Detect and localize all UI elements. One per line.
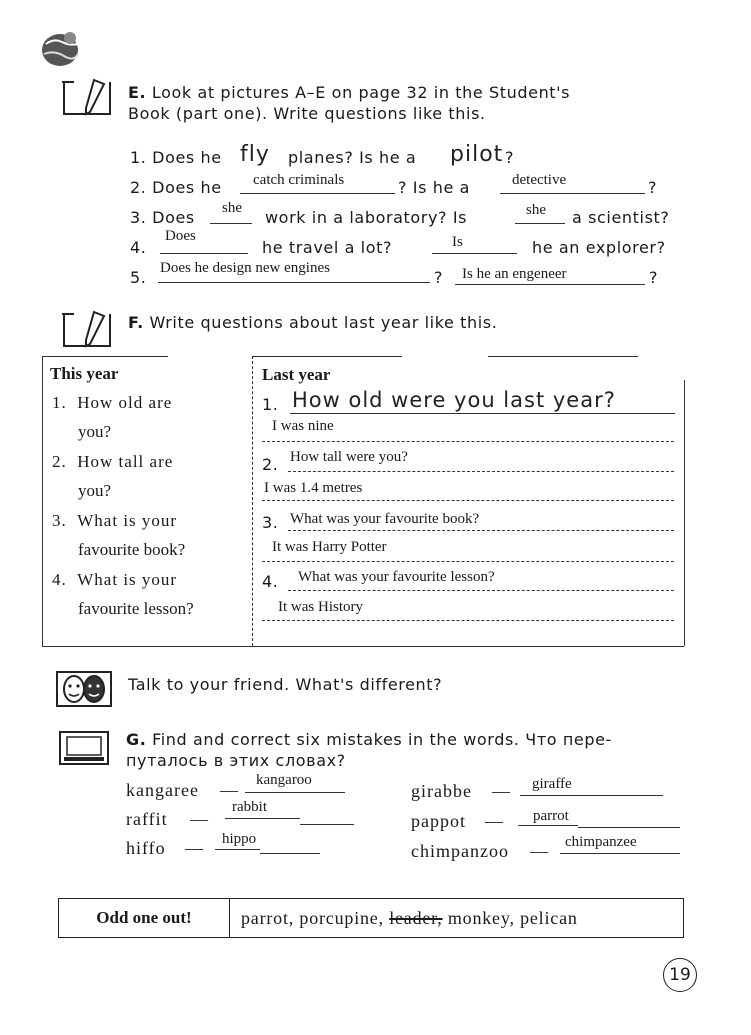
row-text: How tall are (77, 452, 174, 471)
row-text: How old are (77, 393, 173, 412)
e-item-2-mid: ? Is he a (398, 178, 470, 197)
e-item-5-answer-1: Does he design new engines (160, 260, 330, 276)
last-year-2-num: 2. (262, 455, 279, 474)
row-num: 2. (52, 452, 67, 471)
this-year-4 (52, 570, 177, 590)
e-item-5-num: 5. (130, 268, 147, 287)
e-item-4-mid: he travel a lot? (262, 238, 393, 257)
g-dash: — (185, 838, 203, 858)
last-year-3-answer: It was Harry Potter (272, 539, 387, 555)
g-right-6: chimpanzee (565, 834, 637, 850)
odd-one-out-title: Odd one out! (59, 899, 230, 937)
exercise-g-text-1: Find and correct six mistakes in the words. Что пере- (152, 730, 612, 749)
page-number: 19 (663, 958, 697, 992)
g-wrong-1: kangaree (126, 780, 199, 800)
row-num: 1. (52, 393, 67, 412)
e-item-1-end: ? (505, 148, 515, 167)
this-year-3 (52, 511, 177, 531)
col-last-year: Last year (262, 365, 331, 384)
odd-word-1: parrot, (241, 908, 295, 928)
e-item-2-answer-2: detective (512, 172, 567, 188)
last-year-4-num: 4. (262, 572, 279, 591)
g-dash: — (485, 811, 503, 831)
e-item-1-mid: planes? Is he a (288, 148, 417, 167)
this-year-2 (52, 452, 173, 472)
g-wrong-2: raffit (126, 809, 168, 829)
last-year-4-question: What was your favourite lesson? (298, 569, 495, 585)
odd-word-4: monkey, (447, 908, 515, 928)
g-wrong-4: girabbe (411, 781, 472, 801)
e-item-num: 2. (130, 178, 147, 197)
e-item-4-answer-2: Is (452, 234, 463, 250)
e-item-4-num: 4. (130, 238, 147, 257)
odd-word-crossed: leader, (389, 908, 443, 928)
laptop-icon (58, 730, 110, 770)
e-item-5-mid: ? (434, 268, 444, 287)
g-right-3: hippo (222, 831, 257, 847)
last-year-4-answer: It was History (278, 599, 363, 615)
exercise-e-letter: E. (128, 83, 147, 102)
exercise-f-letter: F. (128, 313, 144, 332)
exercise-g-letter: G. (126, 730, 147, 749)
g-dash: — (190, 809, 208, 829)
faces-icon (56, 671, 112, 711)
last-year-3-question: What was your favourite book? (290, 511, 480, 527)
talk-text: Talk to your friend. What's different? (128, 675, 443, 694)
exercise-e-instruction-2: Book (part one). Write questions like this. (128, 104, 486, 123)
exercise-g-instruction-1 (126, 730, 612, 749)
e-item-text: Does he (152, 178, 222, 197)
e-item-text: Does (152, 208, 195, 227)
this-year-4-l2: favourite lesson? (78, 599, 194, 618)
last-year-1-question: How old were you last year? (292, 388, 616, 412)
e-item-text: Does he (152, 148, 222, 167)
g-right-2: rabbit (232, 799, 267, 815)
g-right-1: kangaroo (256, 772, 312, 788)
g-right-5: parrot (533, 808, 569, 824)
pencil-notebook-icon (60, 78, 116, 122)
col-this-year: This year (50, 364, 119, 383)
e-item-3-answer-2: she (526, 202, 546, 218)
last-year-2-question: How tall were you? (290, 449, 408, 465)
exercise-e-text-1: Look at pictures A–E on page 32 in the Student's (151, 83, 571, 102)
odd-word-5: pelican (520, 908, 578, 928)
odd-one-out-words (241, 908, 578, 929)
last-year-1-num: 1. (262, 395, 279, 414)
e-item-2-answer-1: catch criminals (253, 172, 345, 188)
exercise-f-text: Write questions about last year like this. (149, 313, 498, 332)
this-year-1 (52, 393, 172, 413)
g-wrong-5: pappot (411, 811, 466, 831)
e-item-4-answer-1: Does (165, 228, 196, 244)
exercise-e-instruction-1 (128, 83, 570, 102)
row-text: What is your (77, 570, 178, 589)
g-wrong-6: chimpanzoo (411, 841, 509, 861)
exercise-g-instruction-2: путалось в этих словах? (126, 751, 346, 770)
e-item-2 (130, 178, 222, 197)
pencil-notebook-icon (60, 310, 116, 354)
g-right-4: giraffe (532, 776, 572, 792)
g-dash: — (220, 780, 238, 800)
e-item-2-end: ? (648, 178, 658, 197)
e-item-3-mid: work in a laboratory? Is (265, 208, 468, 227)
e-item-1 (130, 148, 222, 167)
e-item-3 (130, 208, 195, 227)
e-item-1-answer-2: pilot (450, 142, 504, 167)
last-year-2-answer: I was 1.4 metres (264, 480, 363, 496)
odd-one-out-box (58, 898, 684, 938)
this-year-1-l2: you? (78, 422, 112, 441)
e-item-5-end: ? (649, 268, 659, 287)
e-item-num: 1. (130, 148, 147, 167)
row-num: 3. (52, 511, 67, 530)
row-num: 4. (52, 570, 67, 589)
exercise-f-instruction (128, 313, 497, 332)
last-year-3-num: 3. (262, 513, 279, 532)
e-item-3-answer-1: she (222, 200, 242, 216)
e-item-3-end: a scientist? (572, 208, 670, 227)
e-item-num: 3. (130, 208, 147, 227)
g-dash: — (492, 781, 510, 801)
e-item-1-answer-1: fly (240, 142, 270, 167)
e-item-5-answer-2: Is he an engeneer (462, 266, 567, 282)
this-year-2-l2: you? (78, 481, 112, 500)
globe-icon (40, 28, 84, 72)
odd-word-2: porcupine, (299, 908, 384, 928)
row-text: What is your (77, 511, 178, 530)
this-year-3-l2: favourite book? (78, 540, 186, 559)
last-year-1-answer: I was nine (272, 418, 334, 434)
e-item-4-end: he an explorer? (532, 238, 666, 257)
g-dash: — (530, 841, 548, 861)
g-wrong-3: hiffo (126, 838, 166, 858)
